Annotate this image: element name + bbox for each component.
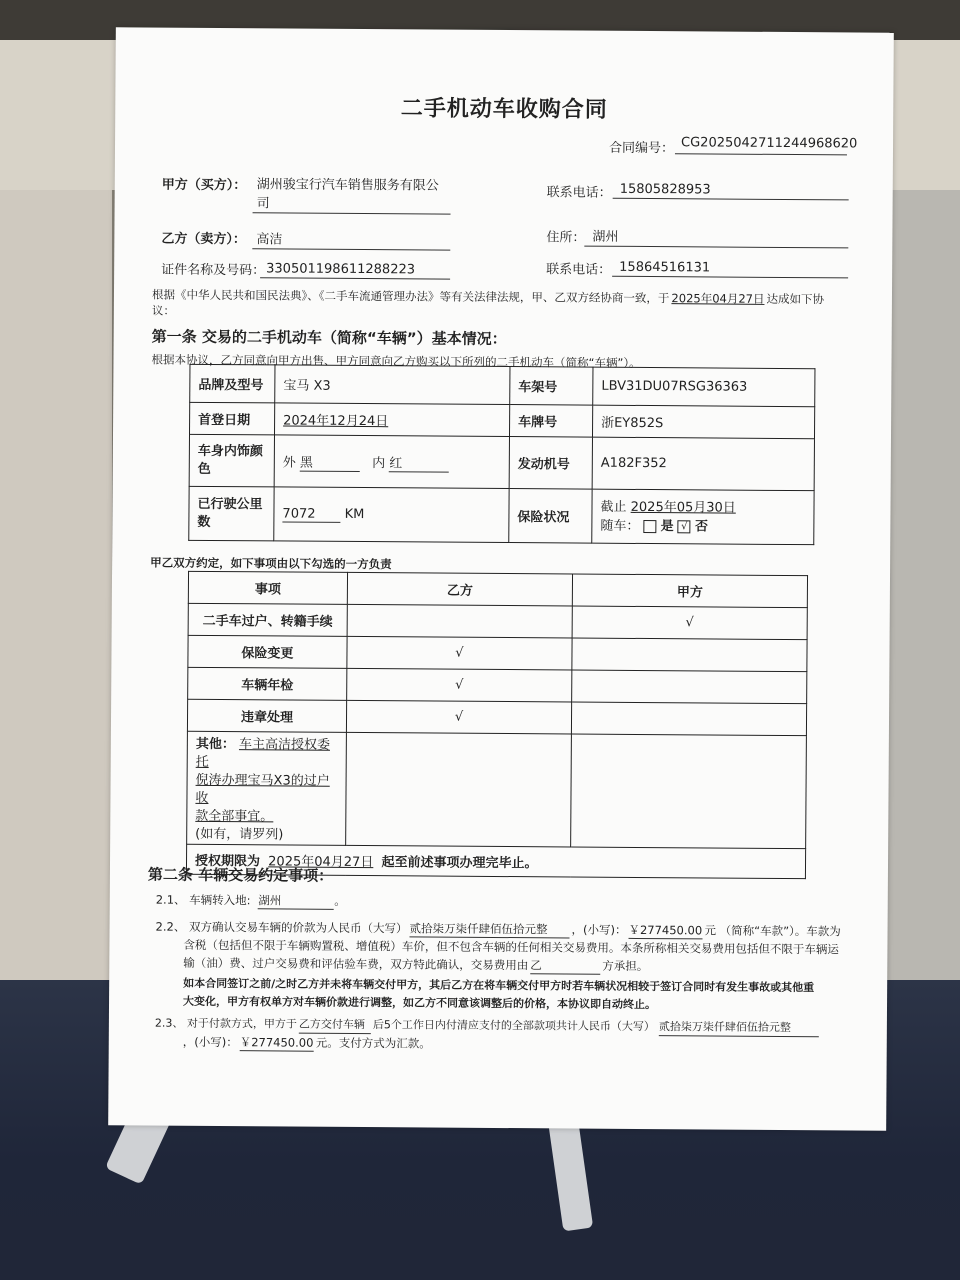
color-cell — [274, 435, 509, 489]
table-row — [188, 635, 807, 671]
article1-intro: 根据本协议，乙方同意向甲方出售、甲方同意向乙方购买以下所列的二手机动车（简称“车辆”）。 — [151, 352, 641, 370]
party-b-label: 乙方（卖方）： — [161, 231, 246, 248]
duty-other-party-a — [571, 734, 807, 849]
insurance-yes-checkbox — [643, 519, 656, 532]
vehicle-info-table — [188, 364, 815, 545]
mileage-value: 7072 — [282, 506, 340, 522]
clause-2-2-bold-cont: 大变化，甲方有权单方对车辆价款进行调整，如乙方不同意该调整后的价格，本协议即自动终止。 — [182, 994, 657, 1012]
underline — [613, 198, 849, 201]
party-b-address-label: 住所： — [546, 230, 586, 246]
duty-other-text: 车主高洁授权委托 — [195, 737, 331, 770]
underline — [252, 248, 450, 250]
basis-text-cont: 议： — [151, 303, 175, 318]
duties-header-item: 事项 — [188, 571, 347, 604]
duty-party-b-check — [347, 604, 572, 638]
basis-text: 根据《中华人民共和国民法典》、《二手车流通管理办法》等有关法律法规，甲、乙双方经协商一致，于 2025年04月27日 达成如下协 — [151, 287, 825, 307]
contract-no-label: 合同编号： — [608, 140, 675, 157]
mileage-unit: KM — [344, 506, 365, 522]
table-row — [188, 603, 807, 639]
clause-2-3-line2: ，(小写)： ￥277450.00 元。支付方式为汇款。 — [182, 1034, 431, 1051]
engine-label: 发动机号 — [509, 437, 592, 490]
underline — [253, 212, 451, 214]
party-b-name: 高洁 — [256, 232, 283, 248]
vin-value: LBV31DU07RSG36363 — [593, 367, 815, 407]
contract-no-value: CG2025042711244968620 — [680, 135, 858, 152]
duty-other-cell — [187, 731, 347, 845]
insurance-label: 保险状况 — [509, 489, 592, 544]
insurance-until: 截止 — [600, 499, 627, 515]
color-out-label: 外 — [282, 454, 296, 471]
party-a-phone-label: 联系电话： — [546, 185, 612, 201]
insurance-cell — [592, 489, 814, 545]
party-b-address: 湖州 — [592, 229, 619, 245]
brand-label: 品牌及型号 — [190, 364, 275, 403]
insurance-date: 2025年05月30日 — [630, 499, 736, 516]
duties-header-party-a: 甲方 — [572, 574, 807, 608]
reg-date-cell — [275, 403, 510, 437]
insurance-yes-label: 是 — [660, 518, 674, 534]
insurance-follow: 随车： — [600, 518, 640, 534]
insurance-no-checkbox: √ — [678, 520, 691, 533]
document-title: 二手机动车收购合同 — [400, 96, 608, 123]
underline — [675, 153, 847, 155]
authorization-suffix: 起至前述事项办理完毕止。 — [381, 855, 538, 872]
plate-label: 车牌号 — [509, 405, 592, 438]
color-in-label: 内 — [372, 455, 386, 471]
clause-2-2-line2: 含税（包括但不限于车辆购置税、增值税）车价，但不包含车辆的任何相关交易费用。本条所称相关交易费用包括但不限于车辆运 — [183, 937, 839, 957]
clause-2-2-bold: 如本合同签订之前/之时乙方并未将车辆交付甲方，其后乙方在将车辆交付甲方时若车辆状况相较于签订合同时有发生事故或其他重 — [183, 976, 815, 995]
underline — [260, 277, 450, 279]
duty-other-text: 倪涛办理宝马X3的过户收 — [195, 772, 330, 806]
duty-item: 二手车过户、转籍手续 — [188, 603, 347, 636]
duty-other-text: 款全部事宜。 — [195, 808, 274, 825]
underline — [612, 276, 848, 279]
duty-party-b-check: √ — [346, 700, 571, 734]
price-lower: ￥277450.00 — [628, 922, 702, 940]
duty-other-note: (如有，请罗列) — [195, 826, 284, 843]
clause-2-3: 2.3、 对于付款方式，甲方于 乙方交付车辆 后5个工作日内付清应支付的全部款项共计人民币（大写） 贰拾柒万柒仟肆佰伍拾元整 — [155, 1016, 819, 1038]
clause-2-1: 2.1、 车辆转入地: 湖州 。 — [155, 892, 346, 908]
authorization-label: 授权期限为 — [194, 853, 261, 870]
duty-party-a-check — [572, 638, 807, 672]
contract-document — [108, 27, 894, 1130]
color-label: 车身内饰颜色 — [189, 434, 274, 487]
color-in-value: 红 — [389, 452, 449, 472]
party-b-phone-label: 联系电话： — [546, 262, 612, 278]
clause-2-2: 2.2、 双方确认交易车辆的价款为人民币（大写） 贰拾柒万柒仟肆佰伍拾元整 ，(小写)： ￥277450.00 元 （简称“车款”）。车款为 — [155, 919, 841, 939]
duties-intro: 甲乙双方约定，如下事项由以下勾选的一方负责 — [150, 555, 392, 572]
party-b-id-label: 证件名称及号码： — [161, 262, 266, 279]
duties-table — [186, 571, 808, 879]
reg-date-value: 2024年12月24日 — [283, 413, 389, 430]
authorization-date: 2025年04月27日 — [268, 854, 374, 871]
duty-item: 车辆年检 — [188, 667, 347, 700]
vin-label: 车架号 — [510, 367, 593, 406]
duty-party-a-check — [572, 670, 807, 704]
party-a-name-cont: 司 — [256, 196, 270, 212]
duty-party-a-check: √ — [572, 606, 807, 640]
duty-item: 保险变更 — [188, 635, 347, 668]
duties-header-party-b: 乙方 — [347, 572, 572, 606]
table-row — [187, 699, 806, 735]
payment-lower: ￥277450.00 — [240, 1034, 314, 1052]
duty-party-a-check — [571, 702, 806, 736]
insurance-no-label: 否 — [694, 518, 709, 534]
mileage-label: 已行驶公里数 — [189, 486, 274, 541]
table-row — [188, 667, 807, 703]
duty-other-party-b — [346, 732, 572, 847]
duty-item: 违章处理 — [187, 699, 346, 732]
article2-heading: 第二条 车辆交易约定事项： — [147, 865, 334, 885]
price-upper: 贰拾柒万柒仟肆佰伍拾元整 — [409, 920, 569, 938]
plate-value: 浙EY852S — [592, 405, 814, 439]
color-out-value: 黑 — [300, 451, 360, 471]
duty-party-b-check: √ — [347, 668, 572, 702]
duty-party-b-check: √ — [347, 636, 572, 670]
underline — [584, 246, 848, 249]
party-a-label: 甲方（买方）： — [161, 177, 247, 194]
reg-date-label: 首登日期 — [190, 402, 275, 435]
article1-heading: 第一条 交易的二手机动车（简称“车辆”）基本情况： — [151, 327, 507, 349]
brand-value: 宝马 X3 — [275, 365, 510, 405]
clause-2-2-line3: 输（油）费、过户交易费和评估验车费，双方特此确认，交易费用由 乙 方承担。 — [183, 955, 649, 974]
payment-upper: 贰拾柒万柒仟肆佰伍拾元整 — [659, 1019, 819, 1037]
fee-party: 乙 — [530, 957, 600, 974]
destination-value: 湖州 — [258, 892, 334, 910]
payment-condition: 乙方交付车辆 — [299, 1017, 371, 1035]
party-b-id: 330501198611288223 — [266, 261, 416, 278]
engine-value: A182F352 — [592, 437, 814, 491]
party-a-phone: 15805828953 — [619, 181, 711, 198]
party-a-name: 湖州骏宝行汽车销售服务有限公 — [256, 177, 439, 194]
background-left — [0, 190, 112, 980]
table-row — [187, 731, 807, 848]
party-b-phone: 15864516131 — [619, 259, 711, 276]
mileage-cell — [274, 487, 509, 543]
duty-other-label: 其他： — [195, 736, 235, 753]
